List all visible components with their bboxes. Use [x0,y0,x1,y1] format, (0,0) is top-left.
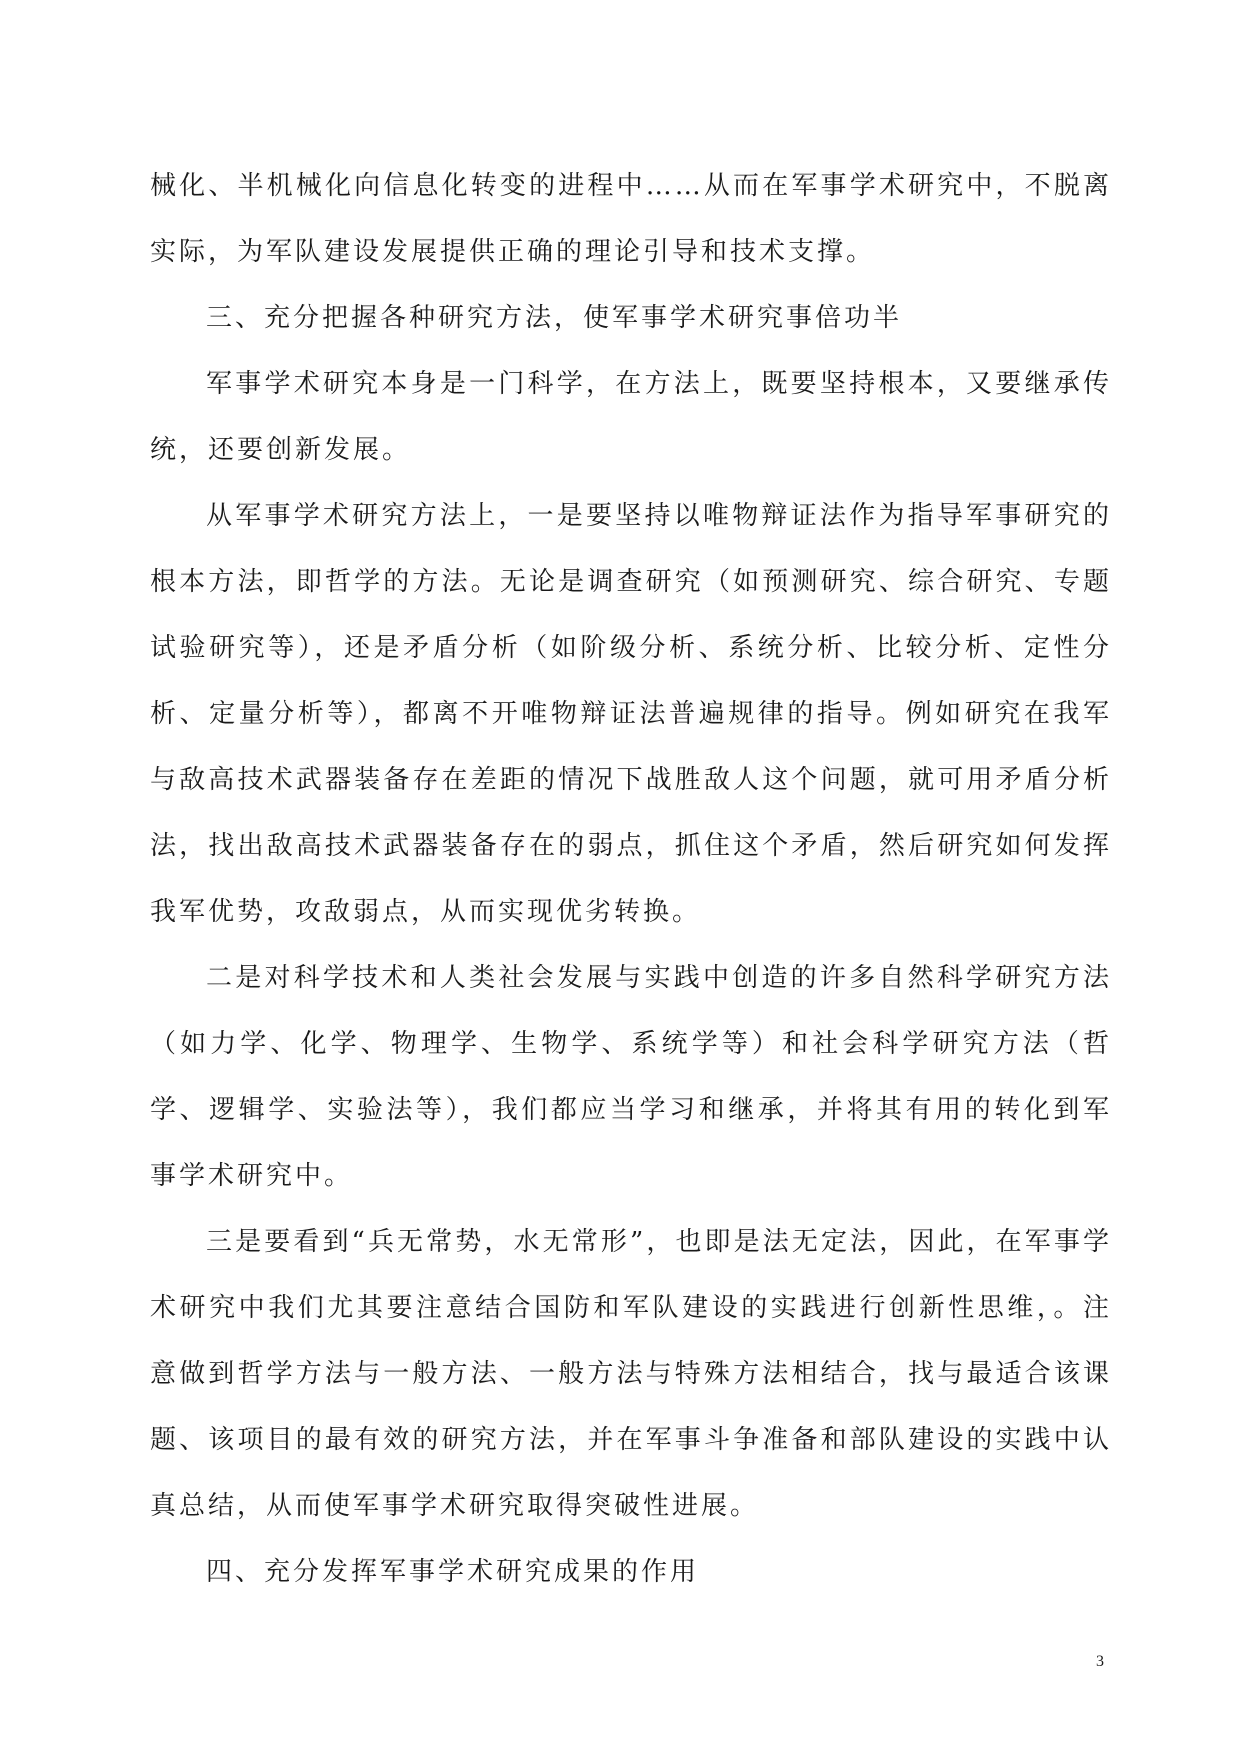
section-heading-3: 三、充分把握各种研究方法，使军事学术研究事倍功半 [206,303,903,333]
page-number: 3 [1096,1653,1104,1670]
paragraph-continuation: 械化、半机械化向信息化转变的进程中……从而在军事学术研究中，不脱离实际，为军队建设发展提供正确的理论引导和技术支撑。 [150,171,1112,267]
paragraph-methods-intro: 军事学术研究本身是一门科学，在方法上，既要坚持根本，又要继承传统，还要创新发展。 [150,369,1112,465]
paragraph-method-one: 从军事学术研究方法上，一是要坚持以唯物辩证法作为指导军事研究的根本方法，即哲学的方法。无论是调查研究（如预测研究、综合研究、专题试验研究等），还是矛盾分析（如阶级分析、系统分析、比较分析、定性分析、定量分析等），都离不开唯物辩证法普遍规律的指导。例如研究在我军与敌高技术武器装备存在差距的情况下战胜敌人这个问题，就可用矛盾分析法，找出敌高技术武器装备存在的弱点，抓住这个矛盾，然后研究如何发挥我军优势，攻敌弱点，从而实现优劣转换。 [150,501,1112,927]
document-body [150,153,1112,1605]
paragraph-method-three: 三是要看到“兵无常势，水无常形”，也即是法无定法，因此，在军事学术研究中我们尤其要注意结合国防和军队建设的实践进行创新性思维，。注意做到哲学方法与一般方法、一般方法与特殊方法相结合，找与最适合该课题、该项目的最有效的研究方法，并在军事斗争准备和部队建设的实践中认真总结，从而使军事学术研究取得突破性进展。 [150,1227,1112,1521]
section-heading-4: 四、充分发挥军事学术研究成果的作用 [206,1557,700,1587]
paragraph-method-two: 二是对科学技术和人类社会发展与实践中创造的许多自然科学研究方法（如力学、化学、物理学、生物学、系统学等）和社会科学研究方法（哲学、逻辑学、实验法等），我们都应当学习和继承，并将其有用的转化到军事学术研究中。 [150,963,1112,1191]
